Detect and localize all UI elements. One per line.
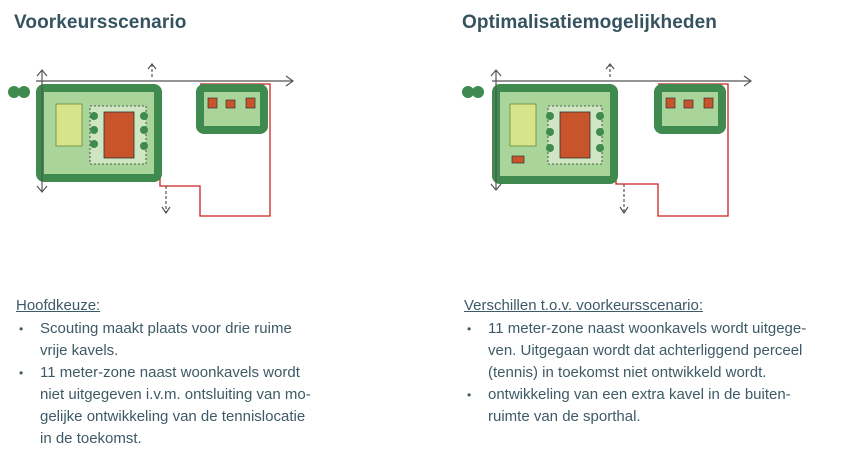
right-bullet-item — [464, 318, 844, 384]
right-bullet-1-line-3: (tennis) in toekomst niet ontwikkeld wordt. — [488, 364, 767, 381]
right-bullet-2-line-1: ontwikkeling van een extra kavel in de buiten- — [488, 386, 791, 403]
left-bullet-2-line-4: in de toekomst. — [40, 430, 142, 447]
right-heading: Verschillen t.o.v. voorkeursscenario: — [464, 297, 703, 314]
left-field — [56, 104, 82, 146]
bullet-dot: • — [19, 322, 24, 336]
right-extra-lot-building — [512, 156, 524, 163]
left-heading: Hoofdkeuze: — [16, 297, 101, 314]
right-bullet-1-line-1: 11 meter-zone naast woonkavels wordt uitgege- — [488, 320, 807, 337]
right-bullet-1-line-2: ven. Uitgegaan wordt dat achterliggend perceel — [488, 342, 803, 359]
right-small-building-1 — [666, 98, 675, 108]
left-site-plan — [0, 56, 320, 226]
right-field — [510, 104, 536, 146]
bullet-dot: • — [19, 366, 24, 380]
right-panel — [448, 0, 850, 476]
right-building — [560, 112, 590, 158]
right-title: Optimalisatiemogelijkheden — [462, 12, 717, 33]
left-bullet-2-line-1: 11 meter-zone naast woonkavels wordt — [40, 364, 300, 381]
right-text-section — [464, 296, 844, 428]
right-small-building-3 — [704, 98, 713, 108]
left-small-building-1 — [208, 98, 217, 108]
bullet-dot: • — [467, 322, 472, 336]
right-small-building-2 — [684, 100, 693, 108]
left-bullet-item — [16, 318, 396, 362]
left-bullet-list — [16, 318, 396, 450]
left-text-section — [16, 296, 396, 450]
right-bullet-2-line-2: ruimte van de sporthal. — [488, 408, 641, 425]
right-small-lot-lawn — [662, 92, 718, 126]
right-bullet-list — [464, 318, 844, 428]
left-bullet-1-line-2: vrije kavels. — [40, 342, 119, 359]
left-bullet-item — [16, 362, 396, 450]
left-bullet-2-line-3: gelijke ontwikkeling van de tennislocatie — [40, 408, 306, 425]
right-bullet-item — [464, 384, 844, 428]
left-small-building-3 — [246, 98, 255, 108]
left-bullet-2-line-2: niet uitgegeven i.v.m. ontsluiting van mo- — [40, 386, 311, 403]
left-title: Voorkeursscenario — [14, 12, 187, 33]
right-site-plan — [448, 56, 778, 226]
left-bullet-1-line-1: Scouting maakt plaats voor drie ruime — [40, 320, 292, 337]
bullet-dot: • — [467, 388, 472, 402]
left-building — [104, 112, 134, 158]
left-small-building-2 — [226, 100, 235, 108]
left-small-lot-lawn — [204, 92, 260, 126]
